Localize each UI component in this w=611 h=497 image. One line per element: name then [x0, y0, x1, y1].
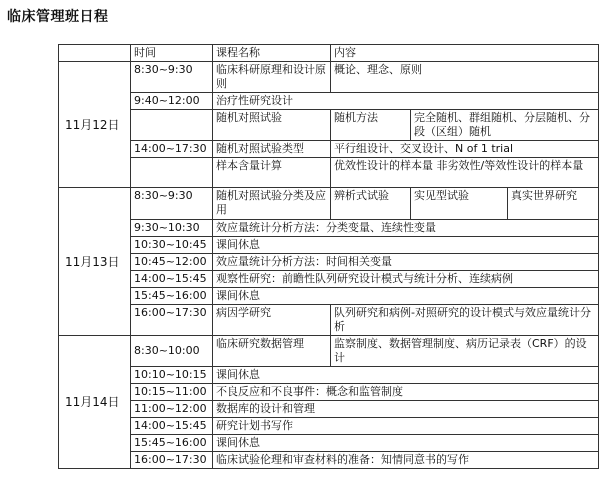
table-row — [59, 254, 599, 271]
topic-cell: 数据库的设计和管理 — [213, 401, 599, 418]
schedule-table — [58, 44, 599, 469]
table-row — [59, 93, 599, 110]
time-cell: 10:45~12:00 — [131, 254, 213, 271]
time-cell: 9:30~10:30 — [131, 220, 213, 237]
table-row — [59, 288, 599, 305]
time-cell: 16:00~17:30 — [131, 452, 213, 469]
time-cell: 14:00~17:30 — [131, 141, 213, 158]
time-cell: 15:45~16:00 — [131, 435, 213, 452]
content-cell: 队列研究和病例-对照研究的设计模式与效应量统计分析 — [331, 305, 599, 336]
content-cell: 完全随机、群组随机、分层随机、分段（区组）随机 — [411, 110, 599, 141]
time-cell: 10:30~10:45 — [131, 237, 213, 254]
break-cell: 课间休息 — [213, 288, 599, 305]
course-cell: 随机对照试验分类及应用 — [213, 188, 331, 220]
course-cell: 样本含量计算 — [213, 158, 331, 188]
table-row — [59, 237, 599, 254]
header-content: 内容 — [331, 45, 599, 62]
content-cell: 辨析式试验 — [331, 188, 411, 220]
topic-cell: 治疗性研究设计 — [213, 93, 599, 110]
table-row — [59, 62, 599, 93]
time-cell: 9:40~12:00 — [131, 93, 213, 110]
table-row — [59, 158, 599, 188]
topic-cell: 效应量统计分析方法：分类变量、连续性变量 — [213, 220, 599, 237]
content-cell: 平行组设计、交叉设计、N of 1 trial — [331, 141, 599, 158]
time-cell: 10:15~11:00 — [131, 384, 213, 401]
table-row — [59, 271, 599, 288]
header-date-cell — [59, 45, 131, 62]
break-cell: 课间休息 — [213, 435, 599, 452]
content-cell: 监察制度、数据管理制度、病历记录表（CRF）的设计 — [331, 336, 599, 367]
table-row — [59, 435, 599, 452]
course-cell: 随机对照试验类型 — [213, 141, 331, 158]
date-cell-day3: 11月14日 — [59, 336, 131, 469]
time-cell: 8:30~9:30 — [131, 62, 213, 93]
table-row — [59, 367, 599, 384]
course-cell: 临床科研原理和设计原则 — [213, 62, 331, 93]
header-row — [59, 45, 599, 62]
course-cell: 随机对照试验 — [213, 110, 331, 141]
content-cell: 概论、理念、原则 — [331, 62, 599, 93]
time-cell: 11:00~12:00 — [131, 401, 213, 418]
topic-cell: 观察性研究：前瞻性队列研究设计模式与统计分析、连续病例 — [213, 271, 599, 288]
topic-cell: 临床试验伦理和审查材料的准备：知情同意书的写作 — [213, 452, 599, 469]
time-cell — [131, 158, 213, 188]
time-cell: 14:00~15:45 — [131, 271, 213, 288]
time-cell: 15:45~16:00 — [131, 288, 213, 305]
table-row — [59, 384, 599, 401]
time-cell: 14:00~15:45 — [131, 418, 213, 435]
table-row — [59, 220, 599, 237]
time-cell: 16:00~17:30 — [131, 305, 213, 336]
time-cell: 8:30~10:00 — [131, 336, 213, 367]
course-cell: 临床研究数据管理 — [213, 336, 331, 367]
table-row — [59, 110, 599, 141]
table-row — [59, 305, 599, 336]
topic-cell: 效应量统计分析方法：时间相关变量 — [213, 254, 599, 271]
content-cell: 优效性设计的样本量 非劣效性/等效性设计的样本量 — [331, 158, 599, 188]
break-cell: 课间休息 — [213, 367, 599, 384]
header-time: 时间 — [131, 45, 213, 62]
time-cell: 8:30~9:30 — [131, 188, 213, 220]
table-row — [59, 418, 599, 435]
table-row — [59, 141, 599, 158]
content-cell: 实见型试验 — [411, 188, 508, 220]
date-cell-day2: 11月13日 — [59, 188, 131, 336]
table-row — [59, 336, 599, 367]
table-row — [59, 452, 599, 469]
break-cell: 课间休息 — [213, 237, 599, 254]
topic-cell: 不良反应和不良事件：概念和监管制度 — [213, 384, 599, 401]
time-cell — [131, 110, 213, 141]
subtopic-cell: 随机方法 — [331, 110, 411, 141]
page-title: 临床管理班日程 — [7, 9, 109, 25]
course-cell: 病因学研究 — [213, 305, 331, 336]
topic-cell: 研究计划书写作 — [213, 418, 599, 435]
content-cell: 真实世界研究 — [508, 188, 599, 220]
table-row — [59, 188, 599, 220]
table-row — [59, 401, 599, 418]
time-cell: 10:10~10:15 — [131, 367, 213, 384]
date-cell-day1: 11月12日 — [59, 62, 131, 188]
header-course: 课程名称 — [213, 45, 331, 62]
